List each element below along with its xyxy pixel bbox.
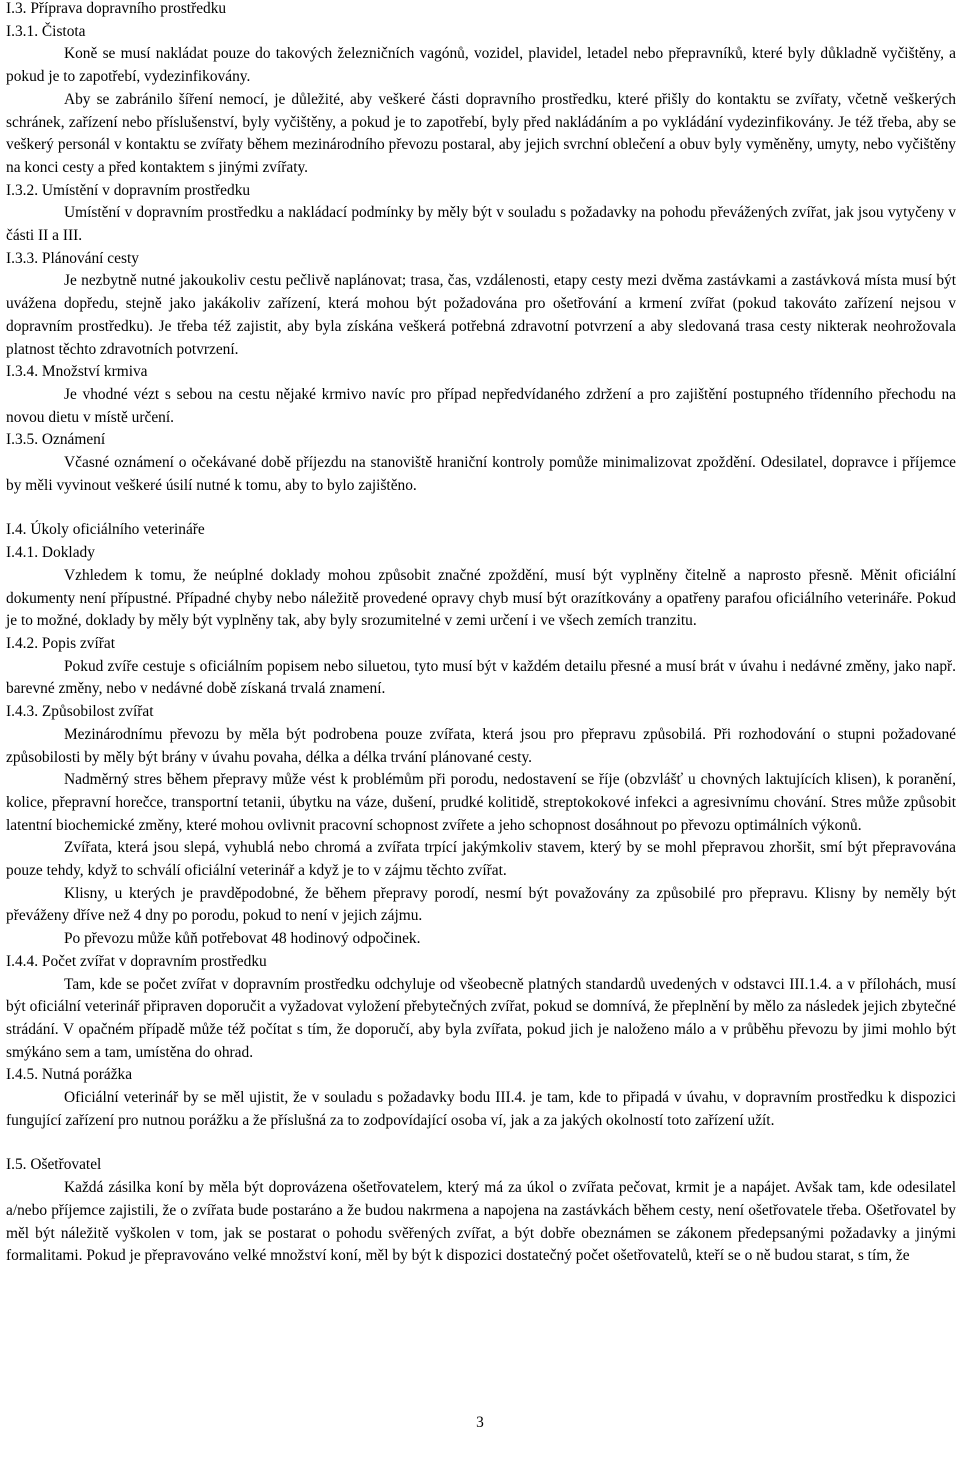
page-number: 3 [476, 1414, 484, 1431]
paragraph: Umístění v dopravním prostředku a nakládací podmínky by měly být v souladu s požadavky na pohodu převážených zvířat, jak jsou vytyčeny v části II a III. [6, 204, 956, 245]
heading-1-3-2: I.3.2. Umístění v dopravním prostředku [6, 181, 251, 199]
paragraph: Aby se zabránilo šíření nemocí, je důležité, aby veškeré části dopravního prostředku, které přišly do kontaktu se zvířaty, včetně veškerých schránek, zařízení nebo příslušenství, byly vyčištěny, a pokud je to zapotřebí, byly před nakládáním a po vykládání vydezinfikovány. Je též třeba, aby se veškerý personál v kontaktu se zvířaty během mezinárodního převozu postaral, aby jejich svrchní oblečení a obuv byly vyměněny, umyty, nebo vyčištěny na konci cesty a před kontaktem s jinými zvířaty. [6, 90, 956, 176]
heading-section-1-4: I.4. Úkoly oficiálního veterináře [6, 521, 205, 539]
paragraph: Je vhodné vézt s sebou na cestu nějaké krmivo navíc pro případ nepředvídaného zdržení a pro zajištění postupného třídenního přechodu na novou dietu v místě určení. [6, 385, 956, 426]
heading-1-3-3: I.3.3. Plánování cesty [6, 249, 139, 267]
paragraph: Je nezbytně nutné jakoukoliv cestu pečlivě naplánovat; trasa, čas, vzdálenosti, etapy cesty mezi dvěma zastávkami a zastávková místa musí být uvážena dopředu, stejně jako jakákoliv zařízení, která mohou být požadována pro ošetřování a krmení zvířat (pokud takováto zařízení nejsou v dopravním prostředku). Je třeba též zajistit, aby byla získána veškerá potřebná zdravotní potvrzení a aby sledovaná trasa cesty nikterak neohrožovala platnost těchto zdravotních potvrzení. [6, 272, 956, 358]
heading-1-3-1: I.3.1. Čistota [6, 22, 86, 40]
section-gap [6, 1132, 956, 1154]
heading-1-3-4: I.3.4. Množství krmiva [6, 363, 148, 381]
paragraph: Klisny, u kterých je pravděpodobné, že během přepravy porodí, nesmí být považovány za způsobilé pro přepravu. Klisny by neměly být převáženy dříve než 4 dny po porodu, pokud to není v jejich zájmu. [6, 884, 956, 925]
heading-1-4-5: I.4.5. Nutná porážka [6, 1066, 133, 1084]
heading-1-4-3: I.4.3. Způsobilost zvířat [6, 703, 154, 721]
heading-1-3-5: I.3.5. Oznámení [6, 431, 106, 449]
heading-1-4-4: I.4.4. Počet zvířat v dopravním prostředku [6, 952, 267, 970]
paragraph: Včasné oznámení o očekávané době příjezdu na stanoviště hraniční kontroly pomůže minimalizovat zpoždění. Odesilatel, dopravce i příjemce by měli vyvinout veškeré úsilí nutné k tomu, aby to bylo zajištěno. [6, 454, 956, 494]
paragraph: Tam, kde se počet zvířat v dopravním prostředku odchyluje od všeobecně platných standardů uvedených v odstavci III.1.4. a v přílohách, musí být oficiální veterinář připraven doporučit a vyžadovat vyložení přebytečných zvířat, pokud se domnívá, že přeplnění by mělo za následek jejich zbytečné strádání. V opačném případě může též počítat s tím, že doporučí, aby byla zvířata, pokud jich je naloženo málo a v průběhu převozu by jimi mohlo být smýkáno sem a tam, umístěna do ohrad. [6, 975, 956, 1061]
document-page [6, 0, 956, 1268]
heading-1-4-1: I.4.1. Doklady [6, 544, 95, 562]
paragraph: Koně se musí nakládat pouze do takových železničních vagónů, vozidel, plavidel, letadel nebo přepravníků, které byly důkladně vyčištěny, a pokud je to zapotřebí, vydezinfikovány. [6, 45, 956, 86]
section-gap [6, 497, 956, 519]
paragraph: Nadměrný stres během přepravy může vést k problémům při porodu, nedostavení se říje (obzvlášť u chovných laktujících klisen), k poranění, kolice, přepravní horečce, transportní tetanii, úbytku na váze, dušení, prudké kolitidě, streptokokové infekci a agresivnímu chování. Stres může způsobit latentní biochemické změny, které mohou ovlivnit pracovní schopnost zvířete a jeho schopnost dosáhnout po převozu optimálních výkonů. [6, 771, 956, 834]
heading-1-4-2: I.4.2. Popis zvířat [6, 634, 116, 652]
paragraph: Zvířata, která jsou slepá, vyhublá nebo chromá a zvířata trpící jakýmkoliv stavem, který by se mohl přepravou zhoršit, smí být přepravována pouze tehdy, když to schválí oficiální veterinář a když je to v zájmu těchto zvířat. [6, 839, 956, 880]
paragraph: Vzhledem k tomu, že neúplné doklady mohou způsobit značné zpoždění, musí být vyplněny čitelně a naprosto přesně. Měnit oficiální dokumenty není přípustné. Případné chyby nebo náležitě provedené opravy chyb musí být orazítkovány a opatřeny parafou oficiálního veterináře. Pokud je to možné, doklady by měly být vyplněny tak, aby byly srozumitelné v zemi určení i ve všech zemích tranzitu. [6, 566, 956, 630]
paragraph: Mezinárodnímu převozu by měla být podrobena pouze zvířata, která jsou pro přepravu způsobilá. Při rozhodování o stupni požadované způsobilosti by měly být brány v úvahu povaha, délka a délka trvání plánované cesty. [6, 725, 956, 766]
paragraph: Každá zásilka koní by měla být doprovázena ošetřovatelem, který má za úkol o zvířata pečovat, krmit je a napájet. Avšak tam, kde odesilatel a/nebo příjemce zajistili, že o zvířata bude postaráno a že budou nakrmena a napojena na zastávkách během cesty, není ošetřovatele třeba. Ošetřovatel by měl být náležitě vyškolen v tom, jak se postarat o pohodu svěřených zvířat, a být dobře obeznámen se zákonem předepsanými požadavky a jinými formalitami. Pokud je přepravováno velké množství koní, měl by být k dispozici dostatečný počet ošetřovatelů, kteří se o ně budou starat, s tím, že [6, 1179, 956, 1265]
paragraph: Po převozu může kůň potřebovat 48 hodinový odpočinek. [64, 930, 421, 948]
heading-section-1-5: I.5. Ošetřovatel [6, 1156, 102, 1174]
heading-section-1-3: I.3. Příprava dopravního prostředku [6, 0, 227, 17]
paragraph: Oficiální veterinář by se měl ujistit, že v souladu s požadavky bodu III.4. je tam, kde to připadá v úvahu, v dopravním prostředku k dispozici fungující zařízení pro nutnou porážku a že příslušná za to zodpovídající osoba ví, jak a za jakých okolností toto zařízení užít. [6, 1089, 956, 1129]
paragraph: Pokud zvíře cestuje s oficiálním popisem nebo siluetou, tyto musí být v každém detailu přesné a musí brát v úvahu i nedávné změny, jako např. barevné změny, nebo v nedávné době získaná trvalá znamení. [6, 657, 956, 698]
